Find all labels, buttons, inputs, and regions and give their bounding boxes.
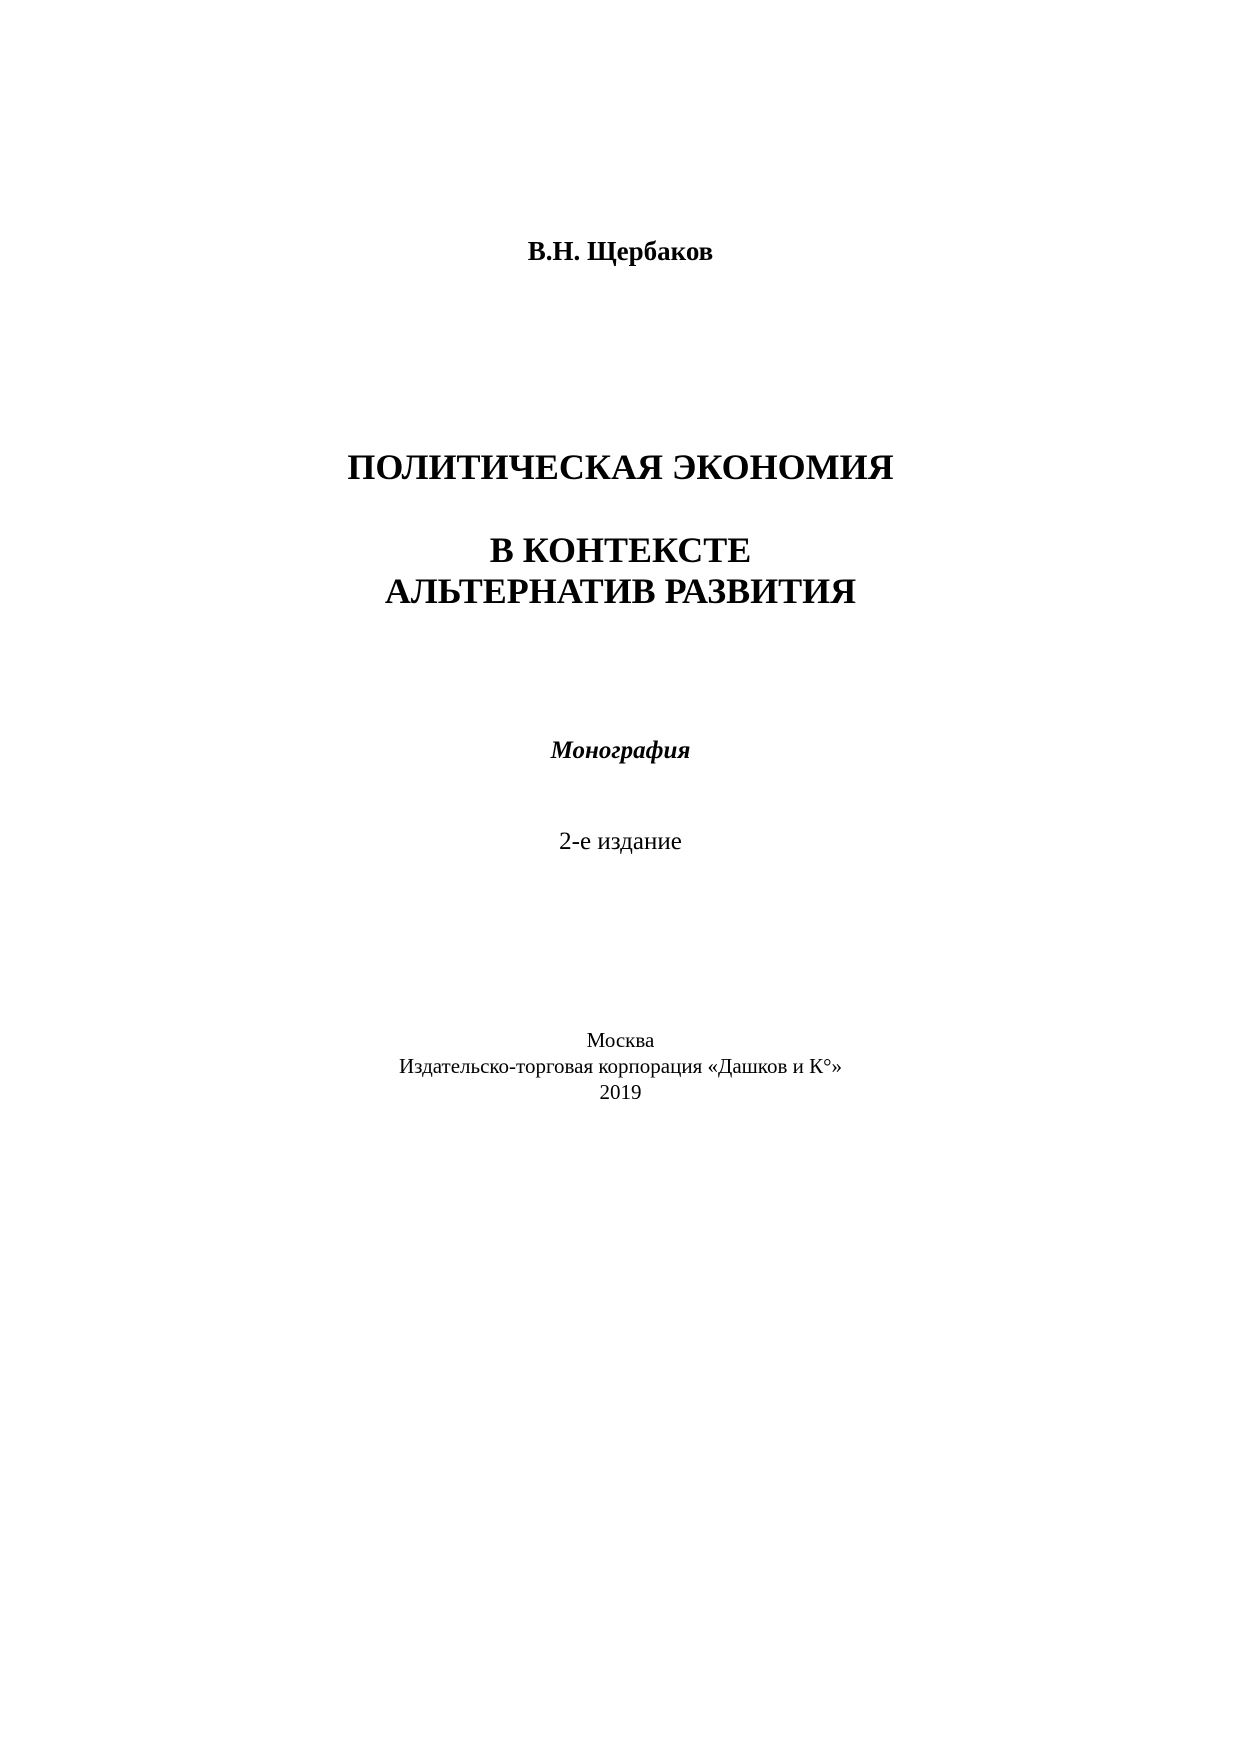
author-name: В.Н. Щербаков — [527, 236, 714, 266]
imprint-city: Москва — [586, 1028, 655, 1052]
book-genre: Монография — [550, 737, 691, 764]
book-title-line-1: ПОЛИТИЧЕСКАЯ ЭКОНОМИЯ — [347, 447, 894, 487]
imprint-publisher: Издательско-торговая корпорация «Дашков и К°» — [399, 1054, 842, 1078]
book-title-line-3: АЛЬТЕРНАТИВ РАЗВИТИЯ — [384, 571, 857, 611]
imprint-year: 2019 — [599, 1080, 642, 1104]
edition-label: 2-е издание — [559, 828, 682, 855]
book-title-line-2: В КОНТЕКСТЕ — [489, 530, 752, 570]
